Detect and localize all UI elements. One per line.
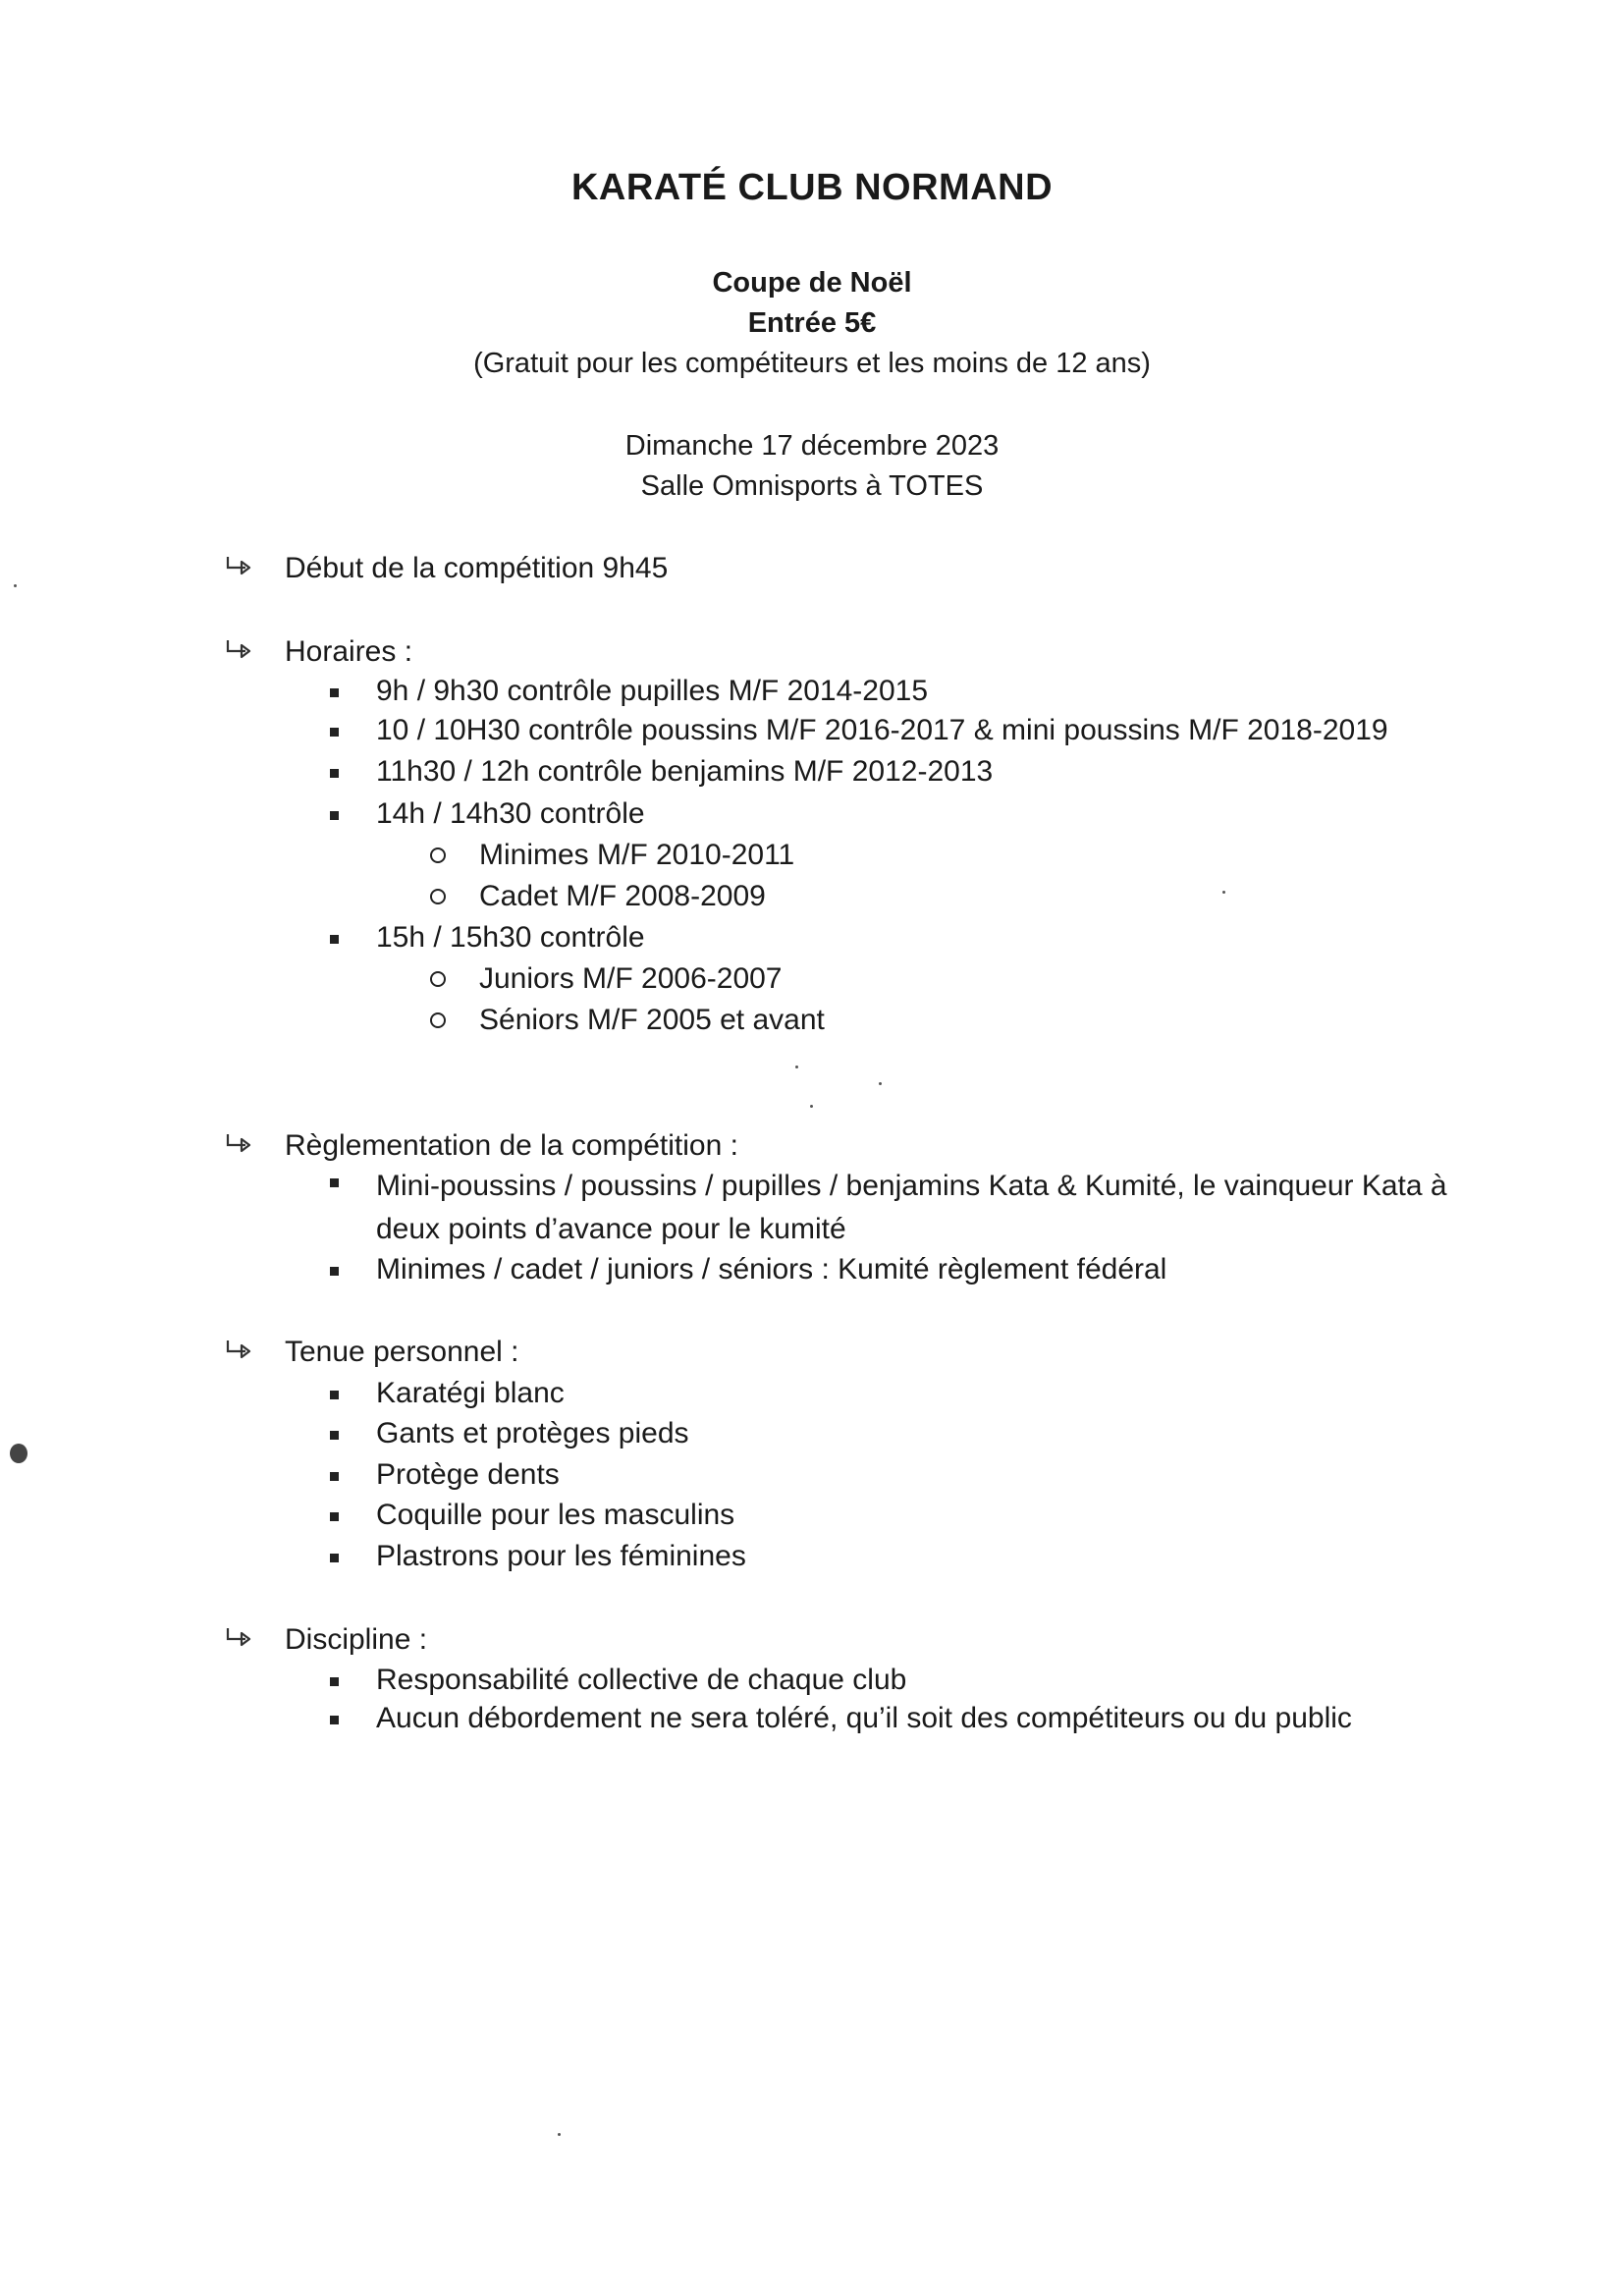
schedule-item: 10 / 10H30 contrôle poussins M/F 2016-2017 & mini poussins M/F 2018-2019 (330, 714, 1388, 747)
scan-speck (879, 1082, 882, 1085)
arrow-bullet-icon (224, 1625, 257, 1655)
outfit-item: Karatégi blanc (330, 1377, 565, 1410)
scan-speck (558, 2133, 561, 2136)
schedule-item: 15h / 15h30 contrôle (330, 921, 645, 955)
square-bullet-icon (330, 1391, 339, 1399)
section-start (224, 552, 668, 585)
scan-speck (795, 1066, 798, 1068)
scan-speck (1222, 891, 1225, 894)
section-outfit (224, 1336, 519, 1369)
section-discipline-label: Discipline : (285, 1623, 428, 1656)
schedule-subitem: Minimes M/F 2010-2011 (430, 839, 794, 872)
outfit-item: Gants et protèges pieds (330, 1417, 689, 1450)
outfit-item: Protège dents (330, 1458, 560, 1492)
section-rules-label: Règlementation de la compétition : (285, 1129, 738, 1162)
schedule-subitem: Cadet M/F 2008-2009 (430, 880, 766, 913)
square-bullet-icon (330, 811, 339, 820)
square-bullet-icon (330, 1716, 339, 1724)
arrow-bullet-icon (224, 1131, 257, 1161)
section-rules (224, 1129, 738, 1163)
square-bullet-icon (330, 1178, 339, 1187)
section-schedule (224, 635, 412, 669)
circle-bullet-icon (430, 889, 446, 904)
rules-item: Minimes / cadet / juniors / séniors : Kumité règlement fédéral (330, 1253, 1166, 1286)
scan-speck (810, 1105, 813, 1108)
schedule-subitem: Séniors M/F 2005 et avant (430, 1004, 825, 1037)
square-bullet-icon (330, 1267, 339, 1276)
schedule-subitem: Juniors M/F 2006-2007 (430, 962, 783, 996)
event-date: Dimanche 17 décembre 2023 (624, 430, 1000, 462)
scan-speck (14, 584, 17, 587)
square-bullet-icon (330, 1677, 339, 1686)
section-start-label: Début de la compétition 9h45 (285, 552, 669, 584)
page-title: KARATÉ CLUB NORMAND (570, 167, 1054, 208)
free-entry-note: (Gratuit pour les compétiteurs et les moins de 12 ans) (473, 348, 1151, 379)
square-bullet-icon (330, 935, 339, 944)
outfit-item: Plastrons pour les féminines (330, 1540, 746, 1573)
event-name: Coupe de Noël (712, 267, 912, 299)
circle-bullet-icon (430, 847, 446, 863)
square-bullet-icon (330, 769, 339, 778)
section-schedule-label: Horaires : (285, 635, 413, 668)
square-bullet-icon (330, 1554, 339, 1562)
square-bullet-icon (330, 1512, 339, 1521)
discipline-item: Responsabilité collective de chaque club (330, 1664, 906, 1697)
square-bullet-icon (330, 1431, 339, 1440)
square-bullet-icon (330, 728, 339, 737)
arrow-bullet-icon (224, 1338, 257, 1367)
arrow-bullet-icon (224, 637, 257, 667)
schedule-item: 9h / 9h30 contrôle pupilles M/F 2014-2015 (330, 675, 928, 708)
event-venue: Salle Omnisports à TOTES (640, 470, 984, 502)
scan-speck (10, 1444, 27, 1463)
rules-item: Mini-poussins / poussins / pupilles / benjamins Kata & Kumité, le vainqueur Kata à deux points d’avance pour le kumité (330, 1165, 1456, 1251)
schedule-item: 11h30 / 12h contrôle benjamins M/F 2012-2013 (330, 755, 993, 789)
schedule-item: 14h / 14h30 contrôle (330, 797, 645, 831)
circle-bullet-icon (430, 971, 446, 987)
discipline-item: Aucun débordement ne sera toléré, qu’il soit des compétiteurs ou du public (330, 1702, 1352, 1735)
circle-bullet-icon (430, 1012, 446, 1028)
entry-price: Entrée 5€ (747, 307, 877, 339)
square-bullet-icon (330, 1472, 339, 1481)
square-bullet-icon (330, 688, 339, 697)
section-outfit-label: Tenue personnel : (285, 1336, 519, 1368)
arrow-bullet-icon (224, 554, 257, 583)
section-discipline (224, 1623, 427, 1657)
outfit-item: Coquille pour les masculins (330, 1499, 734, 1532)
